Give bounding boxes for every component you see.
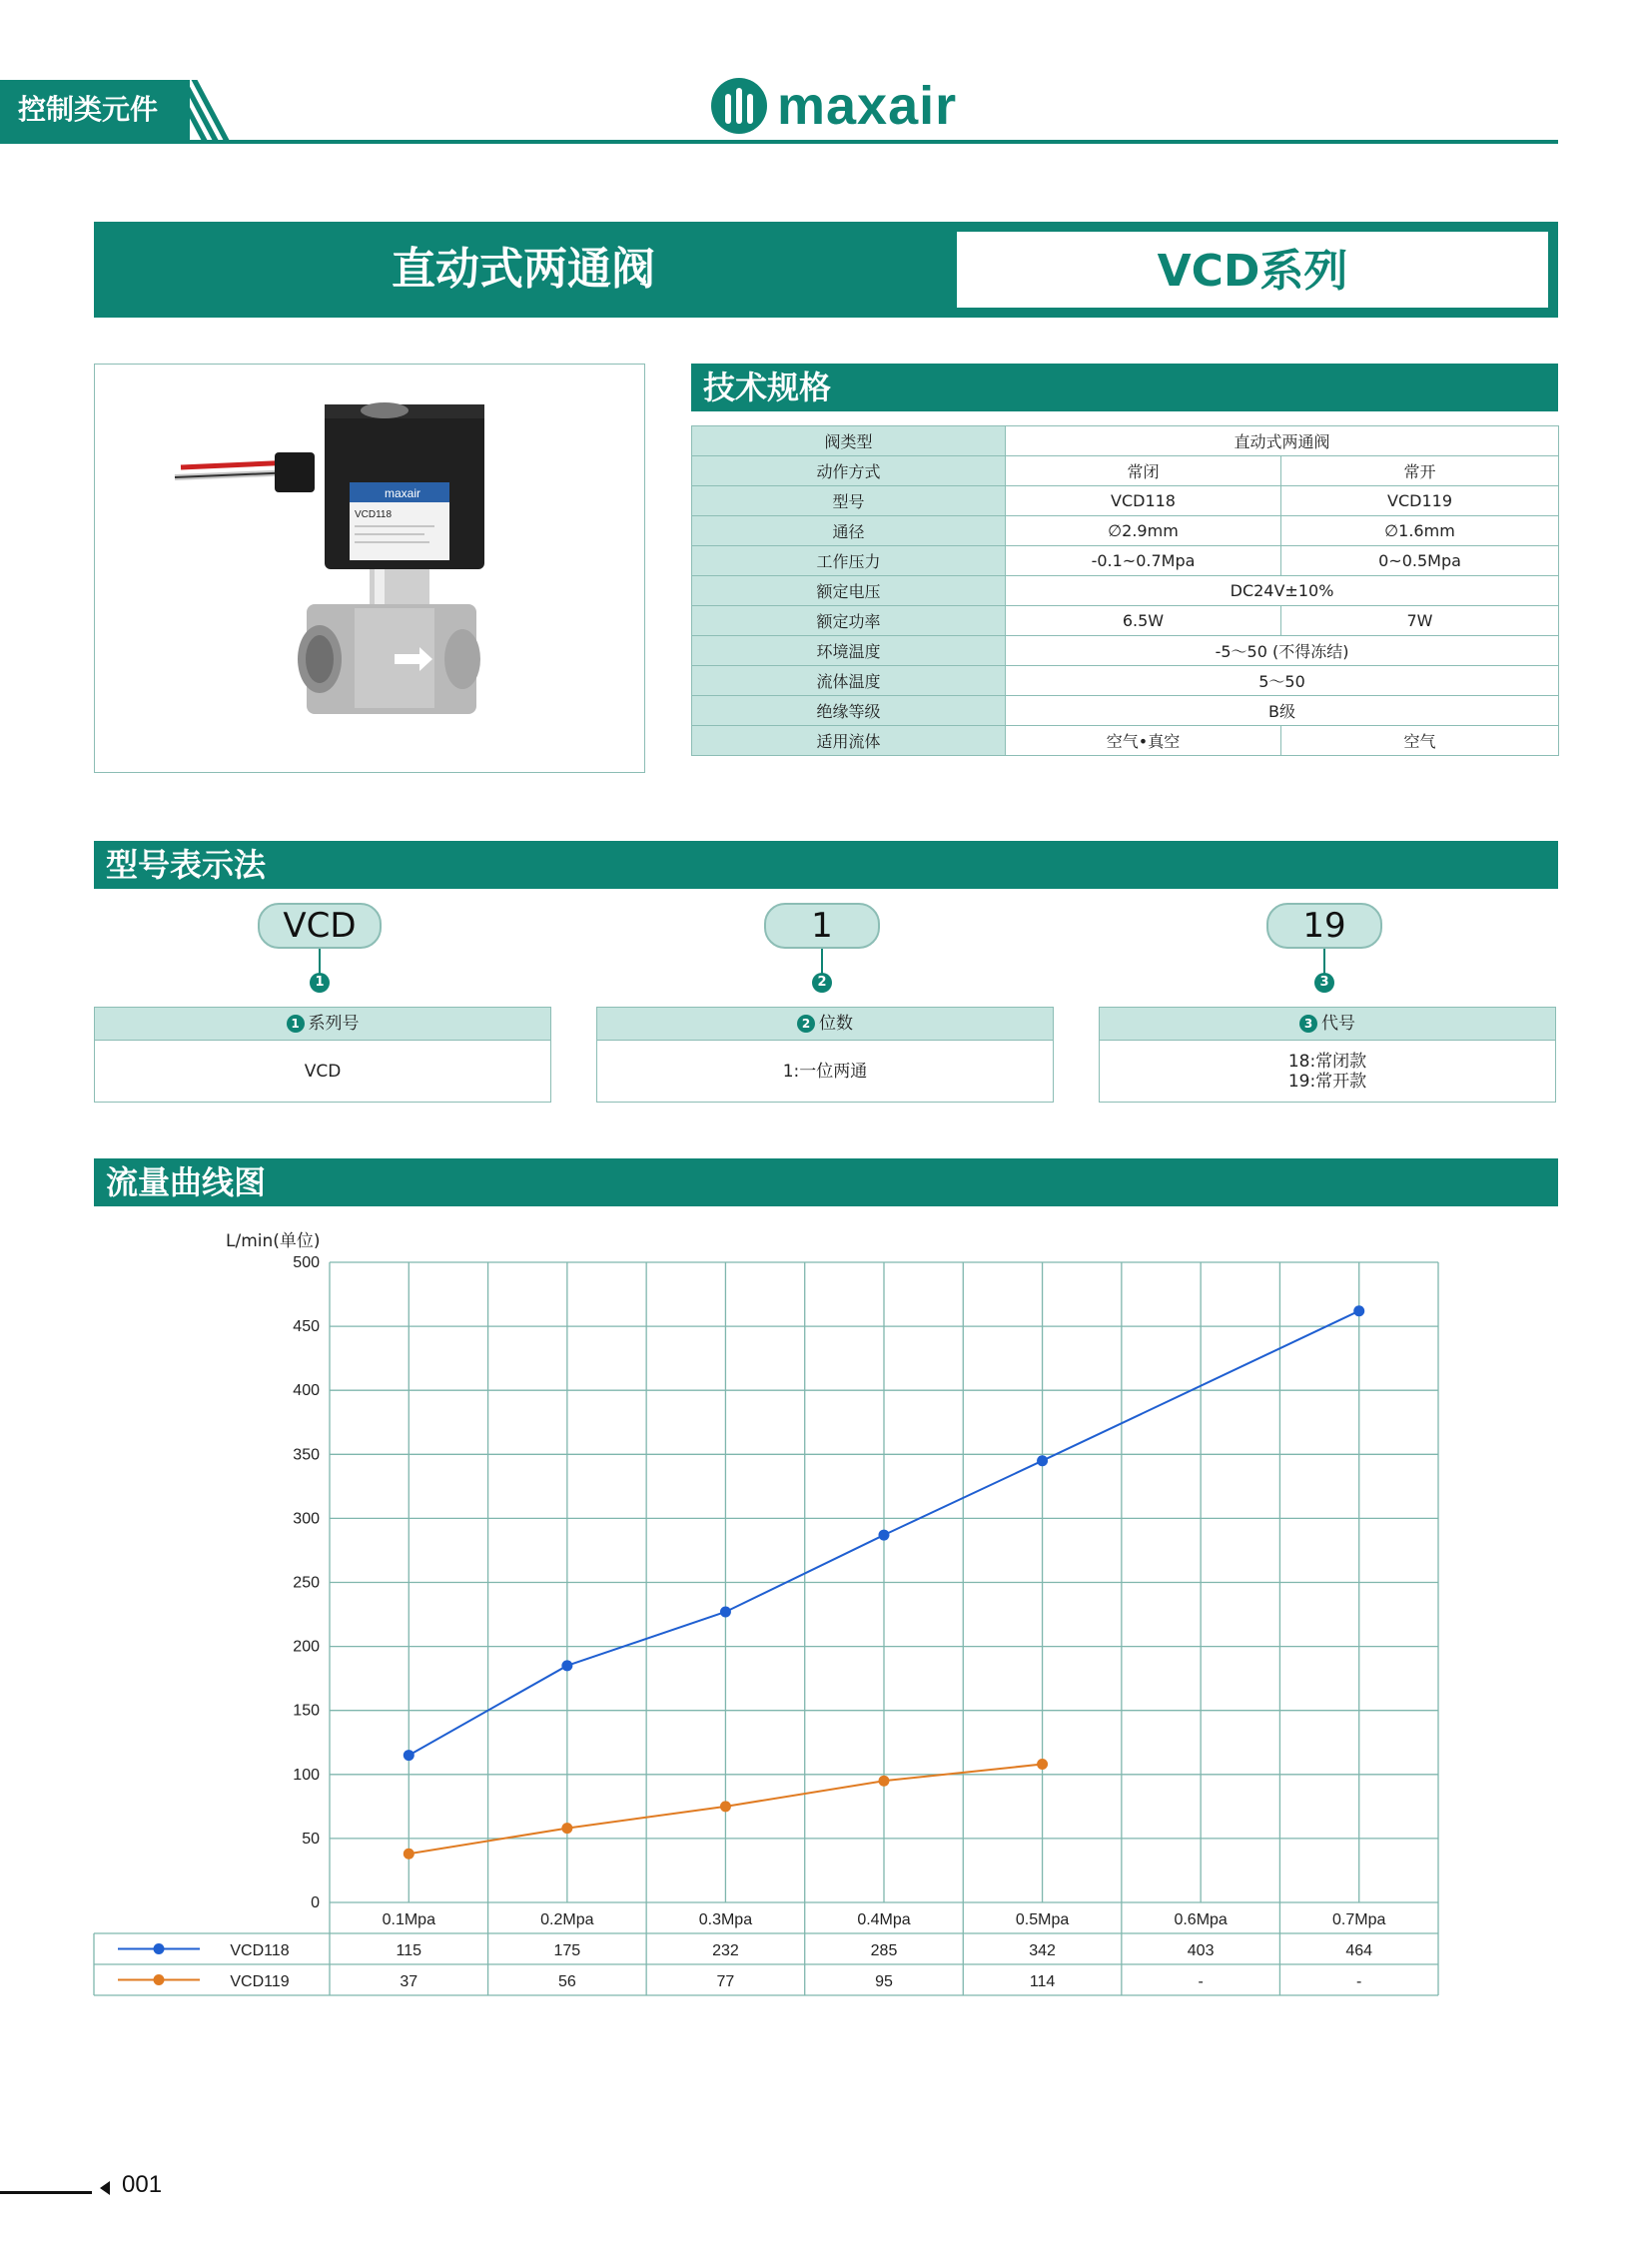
spec-value: 0~0.5Mpa — [1281, 546, 1559, 576]
product-title: 直动式两通阀 — [392, 244, 655, 295]
data-value-label: 77 — [716, 1973, 735, 1990]
legend-label: VCD119 — [230, 1973, 290, 1990]
x-category-label: 0.1Mpa — [382, 1911, 435, 1928]
data-value-label: 56 — [557, 1973, 576, 1990]
x-category-label: 0.3Mpa — [698, 1911, 753, 1928]
x-category-label: 0.7Mpa — [1332, 1911, 1386, 1928]
y-tick-label: 50 — [302, 1830, 320, 1848]
spec-row — [692, 606, 1559, 636]
data-value-label: 114 — [1029, 1973, 1056, 1990]
spec-row — [692, 696, 1559, 726]
category-tab — [0, 80, 190, 140]
data-point-VCD119 — [1037, 1759, 1048, 1770]
spec-row — [692, 636, 1559, 666]
data-value-label: 95 — [875, 1973, 893, 1990]
y-axis-label: L/min(单位) — [226, 1231, 321, 1251]
flow-chart — [0, 1218, 1652, 2017]
description-line: 19:常开款 — [1287, 1072, 1367, 1092]
x-category-label: 0.6Mpa — [1174, 1911, 1228, 1928]
spec-row — [692, 456, 1559, 486]
model-part-box — [596, 1007, 1054, 1103]
spec-value: 空气 — [1281, 726, 1559, 756]
spec-row — [692, 576, 1559, 606]
y-tick-label: 150 — [293, 1702, 320, 1720]
spec-label: 绝缘等级 — [692, 696, 1006, 726]
description-line: 1:一位两通 — [782, 1062, 868, 1082]
data-value-label: 37 — [400, 1973, 418, 1990]
y-tick-label: 300 — [293, 1510, 320, 1528]
spec-row — [692, 516, 1559, 546]
y-tick-label: 0 — [311, 1894, 320, 1911]
part-number-badge: 3 — [1314, 973, 1334, 993]
model-part-header — [1100, 1008, 1555, 1041]
model-part-description — [1100, 1041, 1555, 1103]
spec-label: 工作压力 — [692, 546, 1006, 576]
model-part-header — [597, 1008, 1053, 1041]
data-point-VCD118 — [879, 1530, 890, 1541]
spec-row — [692, 426, 1559, 456]
product-image-frame — [94, 364, 645, 773]
data-point-VCD118 — [404, 1750, 414, 1761]
model-part-description — [95, 1041, 550, 1103]
x-category-label: 0.5Mpa — [1015, 1911, 1070, 1928]
legend-label: VCD118 — [230, 1942, 290, 1959]
flow-heading: 流量曲线图 — [94, 1158, 1558, 1206]
spec-value: 7W — [1281, 606, 1559, 636]
data-value-label: 115 — [396, 1942, 422, 1959]
model-part-title: 位数 — [819, 1014, 853, 1034]
spec-heading: 技术规格 — [691, 364, 1558, 411]
x-category-label: 0.4Mpa — [857, 1911, 911, 1928]
category-label: 控制类元件 — [18, 93, 159, 126]
data-point-VCD118 — [1353, 1305, 1364, 1316]
spec-label: 环境温度 — [692, 636, 1006, 666]
spec-value: 5～50 — [1006, 666, 1559, 696]
model-part-box — [94, 1007, 551, 1103]
spec-value: 直动式两通阀 — [1006, 426, 1559, 456]
y-tick-label: 250 — [293, 1574, 320, 1592]
y-tick-label: 450 — [293, 1318, 320, 1336]
spec-value: B级 — [1006, 696, 1559, 726]
part-number-badge: 2 — [797, 1015, 815, 1033]
spec-value: -5～50 (不得冻结) — [1006, 636, 1559, 666]
part-number-badge: 3 — [1299, 1015, 1317, 1033]
spec-value: 常开 — [1281, 456, 1559, 486]
spec-value: ∅2.9mm — [1006, 516, 1281, 546]
data-value-label: - — [1356, 1973, 1362, 1990]
model-code-pill: VCD — [258, 903, 382, 949]
data-point-VCD118 — [720, 1606, 731, 1617]
footer-rule — [0, 2191, 92, 2194]
header-rule — [0, 140, 1558, 144]
spec-value: VCD118 — [1006, 486, 1281, 516]
data-value-label: 464 — [1345, 1942, 1373, 1959]
model-part-title: 系列号 — [308, 1014, 360, 1034]
data-point-VCD119 — [720, 1801, 731, 1812]
model-part-description — [597, 1041, 1053, 1103]
model-code-pill: 19 — [1266, 903, 1382, 949]
model-part-header — [95, 1008, 550, 1041]
spec-value: 空气•真空 — [1006, 726, 1281, 756]
spec-label: 流体温度 — [692, 666, 1006, 696]
spec-row — [692, 486, 1559, 516]
part-number-badge: 1 — [287, 1015, 305, 1033]
y-tick-label: 100 — [293, 1766, 320, 1784]
data-value-label: 403 — [1187, 1942, 1215, 1959]
model-part-box — [1099, 1007, 1556, 1103]
spec-label: 适用流体 — [692, 726, 1006, 756]
spec-value: 6.5W — [1006, 606, 1281, 636]
data-value-label: 232 — [712, 1942, 739, 1959]
logo-icon — [711, 78, 767, 134]
legend-marker — [154, 1943, 165, 1954]
model-heading: 型号表示法 — [94, 841, 1558, 889]
spec-row — [692, 666, 1559, 696]
page-number: 001 — [122, 2171, 163, 2198]
label-model: VCD118 — [355, 509, 393, 520]
x-category-label: 0.2Mpa — [540, 1911, 594, 1928]
spec-value: -0.1~0.7Mpa — [1006, 546, 1281, 576]
spec-label: 额定功率 — [692, 606, 1006, 636]
spec-label: 额定电压 — [692, 576, 1006, 606]
part-number-badge: 1 — [310, 973, 330, 993]
spec-value: ∅1.6mm — [1281, 516, 1559, 546]
data-value-label: 342 — [1029, 1942, 1056, 1959]
data-point-VCD118 — [1037, 1455, 1048, 1466]
y-tick-label: 200 — [293, 1638, 320, 1656]
spec-label: 阀类型 — [692, 426, 1006, 456]
data-point-VCD118 — [561, 1660, 572, 1671]
model-code-pill: 1 — [764, 903, 880, 949]
series-label: VCD系列 — [955, 230, 1550, 310]
brand-name: maxair — [777, 76, 958, 136]
label-brand: maxair — [385, 486, 421, 500]
footer-arrow-icon — [100, 2181, 110, 2195]
legend-marker — [154, 1974, 165, 1985]
spec-row — [692, 726, 1559, 756]
spec-label: 通径 — [692, 516, 1006, 546]
y-tick-label: 500 — [293, 1254, 320, 1271]
part-number-badge: 2 — [812, 973, 832, 993]
y-tick-label: 350 — [293, 1446, 320, 1464]
solenoid-valve-image — [95, 365, 646, 774]
data-value-label: - — [1198, 1973, 1204, 1990]
model-part-title: 代号 — [1321, 1014, 1355, 1034]
data-value-label: 175 — [553, 1942, 581, 1959]
spec-label: 动作方式 — [692, 456, 1006, 486]
data-point-VCD119 — [879, 1776, 890, 1787]
spec-value: 常闭 — [1006, 456, 1281, 486]
spec-value: DC24V±10% — [1006, 576, 1559, 606]
data-point-VCD119 — [404, 1849, 414, 1860]
brand-logo — [711, 74, 957, 138]
spec-label: 型号 — [692, 486, 1006, 516]
data-value-label: 285 — [870, 1942, 898, 1959]
data-point-VCD119 — [561, 1823, 572, 1834]
description-line: VCD — [304, 1062, 342, 1082]
spec-row — [692, 546, 1559, 576]
y-tick-label: 400 — [293, 1382, 320, 1400]
description-line: 18:常闭款 — [1287, 1052, 1367, 1072]
spec-table — [691, 425, 1559, 756]
spec-value: VCD119 — [1281, 486, 1559, 516]
